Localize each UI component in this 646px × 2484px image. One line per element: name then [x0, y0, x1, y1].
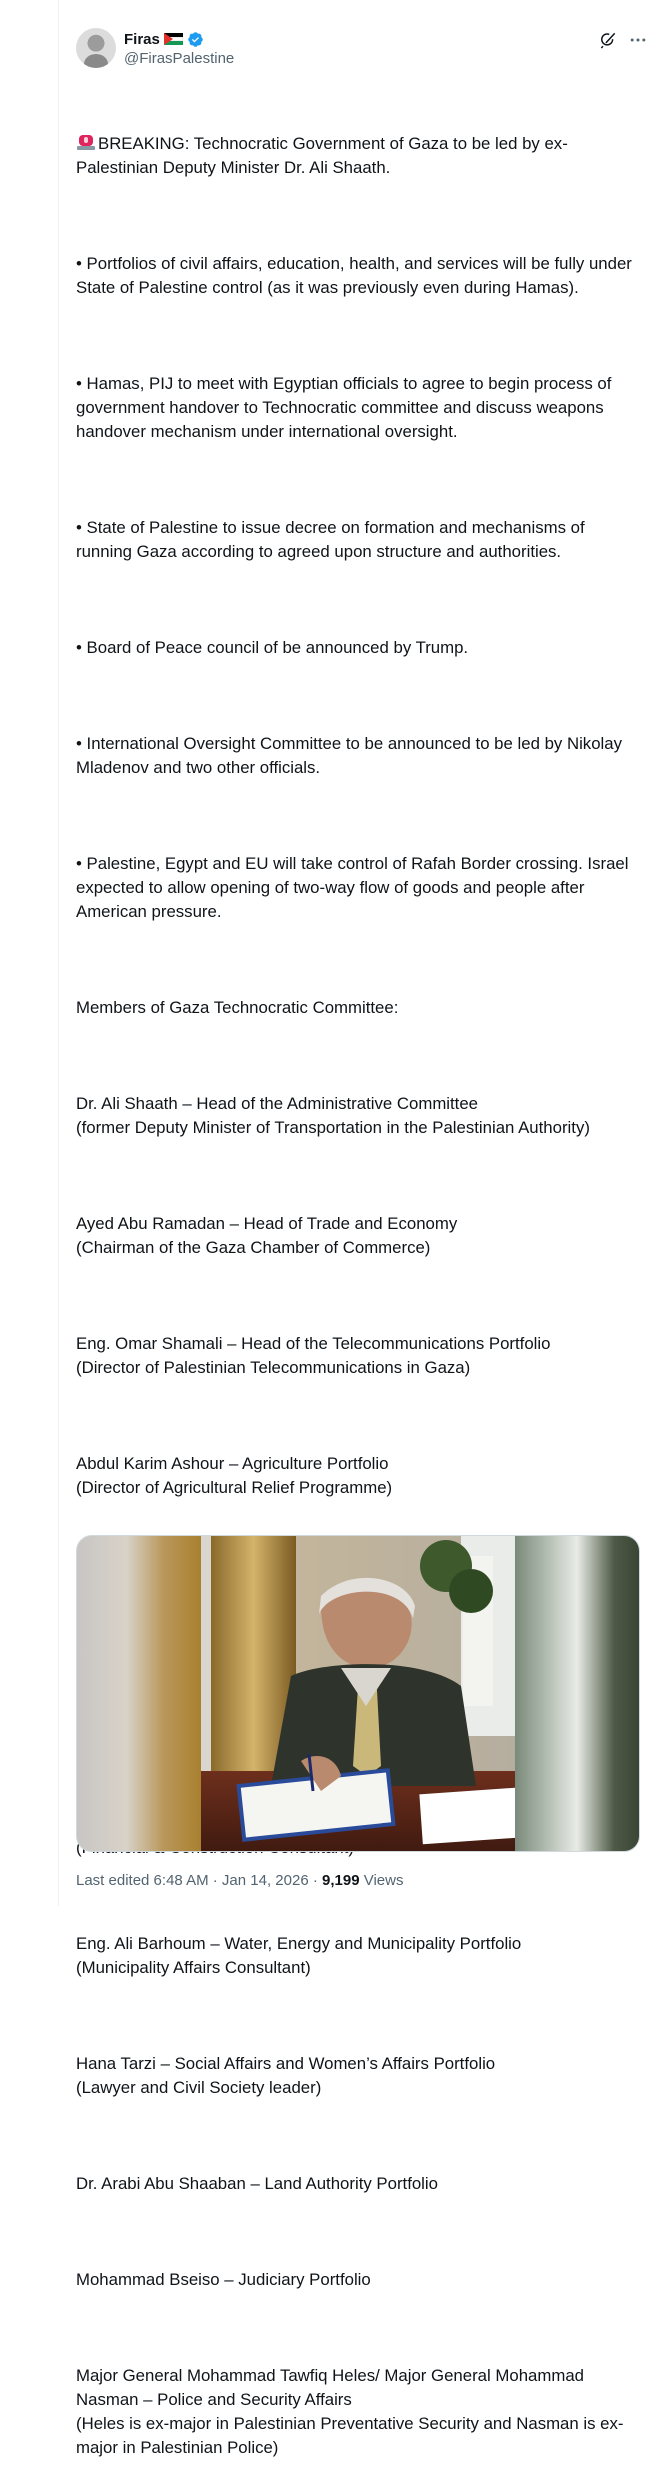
tweet-text	[76, 84, 642, 2484]
police-light-emoji-icon	[76, 132, 96, 152]
tweet-paragraph: • Board of Peace council of be announced by Trump.	[76, 638, 469, 657]
committee-member: Major General Mohammad Tawfiq Heles/ Major General Mohammad Nasman – Police and Security Affairs (Heles is ex-major in Palestinian Preventative Security and Nasman is ex-major in Palestinian Police)	[76, 2366, 624, 2457]
committee-member: Dr. Ali Shaath – Head of the Administrative Committee (former Deputy Minister of Transportation in the Palestinian Authority)	[76, 1094, 590, 1137]
views-label: Views	[359, 1872, 404, 1889]
more-icon[interactable]	[628, 30, 646, 50]
tweet-header	[76, 26, 646, 70]
user-handle[interactable]: @FirasPalestine	[124, 50, 235, 67]
tweet-paragraph	[76, 132, 642, 180]
tweet-paragraph: Members of Gaza Technocratic Committee:	[76, 998, 399, 1017]
tweet-timestamp	[76, 1872, 403, 1889]
tweet-paragraph: • Palestine, Egypt and EU will take control of Rafah Border crossing. Israel expected to allow opening of two-way flow of goods and people after American pressure.	[76, 854, 634, 921]
name-row[interactable]	[124, 29, 204, 49]
edited-time[interactable]: Last edited 6:48 AM · Jan 14, 2026 ·	[76, 1872, 322, 1889]
grok-icon[interactable]	[598, 30, 618, 50]
tweet-paragraph: • State of Palestine to issue decree on formation and mechanisms of running Gaza according to agreed upon structure and authorities.	[76, 518, 590, 561]
committee-member: Mohammad Bseiso – Judiciary Portfolio	[76, 2270, 371, 2289]
breaking-text: BREAKING: Technocratic Government of Gaza to be led by ex-Palestinian Deputy Minister Dr. Ali Shaath.	[76, 134, 568, 177]
committee-member: Dr. Arabi Abu Shaaban – Land Authority Portfolio	[76, 2174, 438, 2193]
committee-member: Ayed Abu Ramadan – Head of Trade and Economy (Chairman of the Gaza Chamber of Commerce)	[76, 1214, 458, 1257]
committee-member: Eng. Ali Barhoum – Water, Energy and Municipality Portfolio (Municipality Affairs Consultant)	[76, 1934, 522, 1977]
image-blurred-edge-right	[515, 1536, 639, 1851]
verified-badge-icon[interactable]	[187, 31, 204, 48]
palestine-flag-icon	[164, 33, 183, 46]
image-blurred-edge-left	[77, 1536, 201, 1851]
committee-member: Abdul Karim Ashour – Agriculture Portfolio (Director of Agricultural Relief Programme)	[76, 1454, 393, 1497]
committee-member: Eng. Omar Shamali – Head of the Telecommunications Portfolio (Director of Palestinian Telecommunications in Gaza)	[76, 1334, 551, 1377]
tweet-paragraph: • International Oversight Committee to be announced to be led by Nikolay Mladenov and two other officials.	[76, 734, 627, 777]
display-name[interactable]: Firas	[124, 30, 160, 48]
photo-illustration	[201, 1536, 517, 1851]
tweet-paragraph: • Portfolios of civil affairs, education, health, and services will be fully under State of Palestine control (as it was previously even during Hamas).	[76, 254, 637, 297]
tweet-paragraph: • Hamas, PIJ to meet with Egyptian officials to agree to begin process of government handover to Technocratic committee and discuss weapons handover mechanism under international oversight.	[76, 374, 617, 441]
tweet-image[interactable]	[76, 1535, 640, 1852]
man-signing-document-photo[interactable]	[201, 1536, 517, 1851]
avatar[interactable]	[76, 28, 116, 68]
views-count[interactable]: 9,199	[322, 1872, 360, 1889]
thread-rail	[58, 0, 59, 1906]
committee-member: Hana Tarzi – Social Affairs and Women’s Affairs Portfolio (Lawyer and Civil Society leader)	[76, 2054, 496, 2097]
